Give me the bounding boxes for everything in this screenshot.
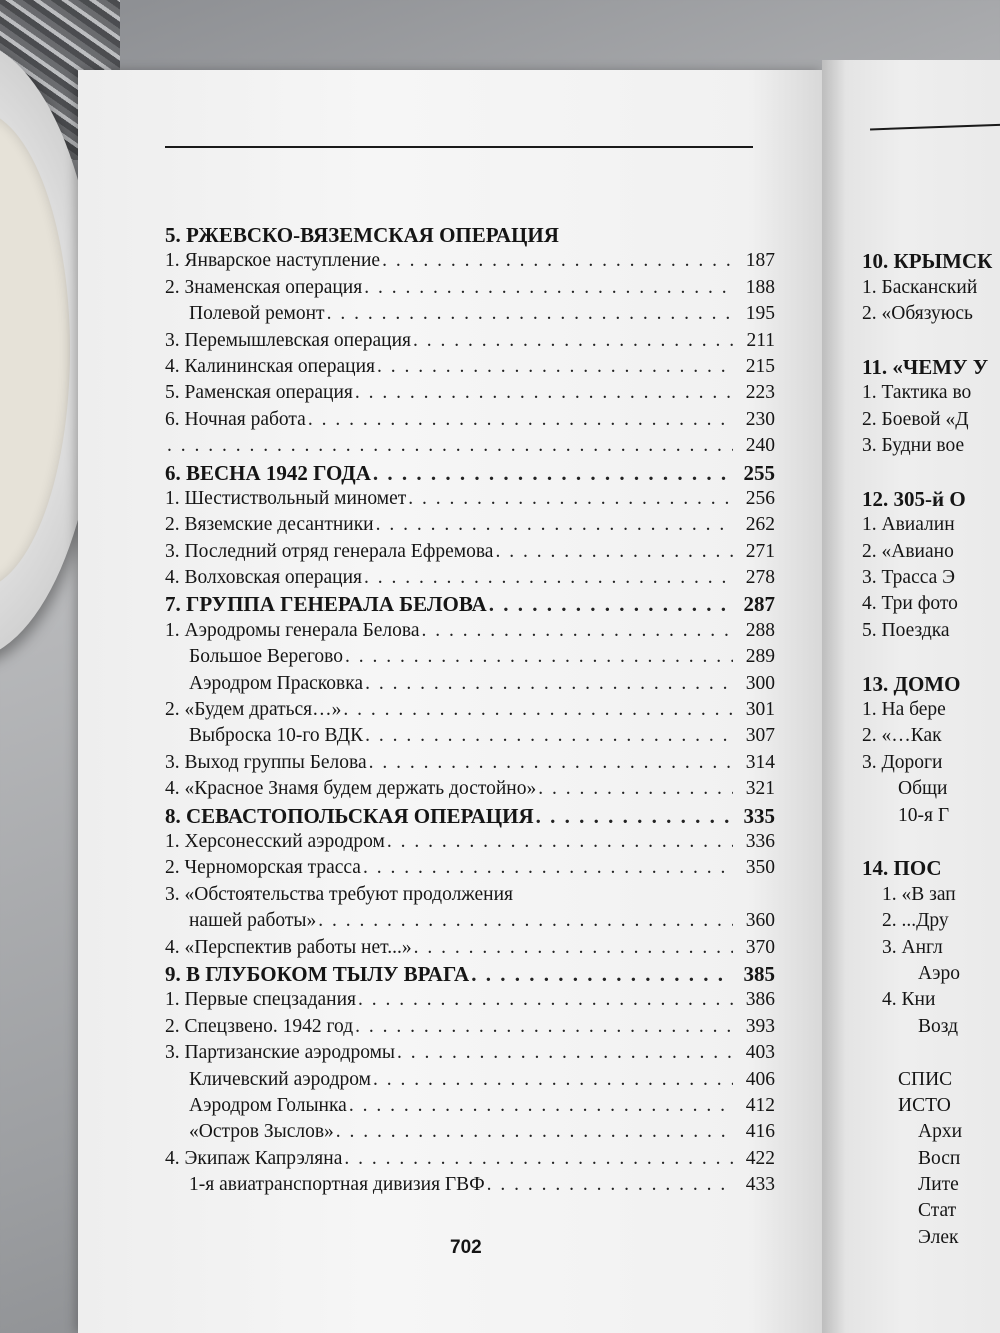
toc-entry-title: 1. Первые спецзадания [165, 989, 357, 1011]
dot-leader [336, 1119, 733, 1145]
dot-leader [364, 275, 733, 301]
dot-leader [365, 723, 733, 749]
dot-leader [414, 935, 733, 961]
toc-entry [165, 433, 775, 459]
toc-entry [165, 618, 775, 644]
dot-leader [489, 591, 733, 617]
toc-entry-title: 4. Калининская операция [165, 355, 375, 377]
toc-entry [165, 1093, 775, 1119]
toc-entry-title: 8. СЕВАСТОПОЛЬСКАЯ ОПЕРАЦИЯ [165, 803, 534, 828]
toc-section-heading [165, 591, 775, 617]
dot-leader [471, 961, 733, 987]
toc-entry [165, 486, 775, 512]
toc-entry-title: 9. В ГЛУБОКОМ ТЫЛУ ВРАГА [165, 961, 470, 986]
toc-entry-title: Кличевский аэродром [189, 1068, 371, 1090]
toc-entry: 2. «Авианo [862, 540, 954, 562]
toc-entry [165, 987, 775, 1013]
dot-leader [344, 1146, 733, 1172]
toc-section-heading: 13. ДОМО [862, 671, 961, 696]
toc-entry: 10-я Г [898, 804, 950, 826]
toc-entry-title: Аэродром Голынка [189, 1094, 347, 1116]
page-number: 702 [450, 1237, 482, 1258]
toc-entry-title: 1. Херсонесский аэродром [165, 830, 385, 852]
dot-leader [377, 354, 733, 380]
toc-entry [165, 1119, 775, 1145]
toc-entry: 1. На бере [862, 699, 946, 721]
toc-entry-title: 4. Волховская операция [165, 567, 362, 589]
table-of-contents-right [862, 222, 1000, 1251]
toc-page-number: 287 [743, 592, 775, 617]
toc-entry-title: 5. Раменская операция [165, 382, 353, 404]
toc-section-heading [165, 803, 775, 829]
toc-entry [862, 460, 1000, 486]
toc-entry-title: 7. ГРУППА ГЕНЕРАЛА БЕЛОВА [165, 592, 487, 617]
dot-leader [369, 750, 733, 776]
toc-entry-title: 2. Знаменская операция [165, 276, 363, 298]
toc-entry-title: 6. Ночная работа [165, 408, 306, 430]
toc-entry [165, 750, 775, 776]
toc-entry: 1. Авиалин [862, 514, 955, 536]
toc-page-number: 386 [745, 989, 775, 1011]
toc-entry [165, 671, 775, 697]
toc-entry [165, 723, 775, 749]
toc-entry [862, 1040, 1000, 1066]
toc-entry-title: 3. Партизанские аэродромы [165, 1042, 396, 1064]
toc-page-number: 403 [745, 1042, 775, 1064]
toc-page-number: 321 [745, 778, 775, 800]
toc-entry: 4. Три фото [862, 593, 958, 615]
dot-leader [345, 644, 733, 670]
dot-leader [495, 539, 733, 565]
toc-entry: Архи [918, 1121, 963, 1143]
toc-entry-title: 2. Вяземские десантники [165, 514, 374, 536]
toc-page-number: 255 [743, 460, 775, 485]
toc-entry-title: 4. «Перспектив работы нет...» [165, 936, 412, 958]
toc-entry [165, 275, 775, 301]
toc-entry: 3. Англ [882, 936, 943, 958]
toc-entry [165, 354, 775, 380]
dot-leader [382, 248, 733, 274]
toc-entry-title: Выброска 10-го ВДК [189, 725, 364, 747]
toc-page-number: 385 [743, 961, 775, 986]
dot-leader [536, 803, 733, 829]
dot-leader [318, 908, 733, 934]
toc-entry-title: 1. Шестиствольный миномет [165, 487, 407, 509]
toc-entry [165, 935, 775, 961]
toc-page-number: 336 [745, 830, 775, 852]
toc-page-number: 271 [745, 540, 775, 562]
dot-leader [487, 1172, 733, 1198]
toc-page-number: 393 [745, 1015, 775, 1037]
toc-entry-title: 3. Перемышлевская операция [165, 329, 411, 351]
dot-leader [397, 1040, 733, 1066]
dot-leader [422, 618, 733, 644]
toc-section-heading: 12. 305-й О [862, 486, 966, 511]
toc-entry: Аэро [918, 962, 960, 984]
toc-entry [165, 248, 775, 274]
dot-leader [413, 328, 733, 354]
toc-entry [165, 829, 775, 855]
toc-entry: 3. Дороги [862, 751, 943, 773]
toc-page-number: 211 [746, 329, 775, 351]
toc-page-number: 256 [745, 487, 775, 509]
toc-entry-title: нашей работы» [189, 910, 317, 932]
toc-page-number: 262 [745, 514, 775, 536]
toc-entry-title: 3. «Обстоятельства требуют продолжения [165, 883, 514, 905]
dot-leader [408, 486, 733, 512]
toc-page-number: 412 [745, 1094, 775, 1116]
dot-leader [376, 512, 733, 538]
toc-page-number: 215 [745, 355, 775, 377]
toc-entry: 5. Поездка [862, 619, 950, 641]
dot-leader [308, 407, 733, 433]
toc-entry: 3. Будни вое [862, 435, 965, 457]
toc-section-heading [165, 961, 775, 987]
toc-entry [165, 539, 775, 565]
toc-page-number: 422 [745, 1147, 775, 1169]
toc-entry-title: 3. Выход группы Белова [165, 751, 367, 773]
toc-entry: Лите [918, 1174, 959, 1196]
toc-page-number: 278 [745, 567, 775, 589]
toc-entry: 1. Тактика во [862, 382, 972, 404]
toc-entry [165, 380, 775, 406]
toc-entry: 2. Боевой «Д [862, 408, 969, 430]
dot-leader [327, 301, 733, 327]
dot-leader [167, 433, 733, 459]
toc-entry [862, 829, 1000, 855]
toc-entry [165, 1146, 775, 1172]
toc-entry-title: 4. Экипаж Капрэляна [165, 1147, 343, 1169]
toc-entry [165, 1014, 775, 1040]
dot-leader [373, 1067, 733, 1093]
toc-entry-title: Полевой ремонт [189, 303, 325, 325]
toc-entry [165, 301, 775, 327]
toc-page-number: 289 [745, 646, 775, 668]
dot-leader [538, 776, 733, 802]
toc-entry [165, 1040, 775, 1066]
toc-entry-title: 1. Аэродромы генерала Белова [165, 619, 420, 641]
toc-page-number: 350 [745, 857, 775, 879]
toc-page-number: 187 [745, 250, 775, 272]
toc-entry [165, 697, 775, 723]
toc-entry: СПИС [898, 1068, 953, 1090]
dot-leader [365, 671, 733, 697]
toc-entry-title: 3. Последний отряд генерала Ефремова [165, 540, 494, 562]
toc-entry-title: 4. «Красное Знамя будем держать достойно» [165, 778, 537, 800]
toc-entry-title: Большое Верегово [189, 646, 344, 668]
toc-entry [165, 644, 775, 670]
dot-leader [355, 1014, 733, 1040]
toc-section-heading [165, 222, 775, 248]
toc-entry [165, 565, 775, 591]
toc-entry: Возд [918, 1015, 959, 1037]
toc-entry-title: 6. ВЕСНА 1942 ГОДА [165, 460, 371, 485]
toc-entry: Общи [898, 778, 948, 800]
toc-entry [165, 908, 775, 934]
toc-entry: ИСТО [898, 1094, 951, 1116]
toc-entry-title: 1. Январское наступление [165, 250, 381, 272]
toc-entry: 2. «…Как [862, 725, 942, 747]
toc-page-number: 370 [745, 936, 775, 958]
toc-entry [862, 222, 1000, 248]
toc-page-number: 195 [745, 303, 775, 325]
toc-entry: Восп [918, 1147, 961, 1169]
toc-page-number: 335 [743, 803, 775, 828]
toc-page-number: 301 [745, 699, 775, 721]
toc-page-number: 433 [745, 1174, 775, 1196]
dot-leader [364, 565, 733, 591]
toc-page-number: 406 [745, 1068, 775, 1090]
toc-entry: 3. Трасса Э [862, 567, 956, 589]
toc-entry: 2. ...Дру [882, 910, 949, 932]
toc-entry-title: 5. РЖЕВСКО-ВЯЗЕМСКАЯ ОПЕРАЦИЯ [165, 223, 559, 247]
toc-page-number: 240 [745, 435, 775, 457]
toc-page-number: 188 [745, 276, 775, 298]
toc-section-heading: 10. КРЫМСК [862, 249, 993, 274]
toc-entry [165, 407, 775, 433]
toc-entry [862, 328, 1000, 354]
toc-entry: 1. «В зап [882, 883, 956, 905]
toc-entry: Стат [918, 1200, 957, 1222]
toc-entry [165, 512, 775, 538]
header-rule-left [165, 146, 753, 148]
toc-entry-title: «Остров Зыслов» [189, 1121, 334, 1143]
dot-leader [358, 987, 733, 1013]
toc-page-number: 288 [745, 619, 775, 641]
toc-entry [165, 328, 775, 354]
toc-entry [165, 776, 775, 802]
toc-section-heading [165, 460, 775, 486]
toc-section-heading: 11. «ЧЕМУ У [862, 354, 989, 379]
toc-page-number: 314 [745, 751, 775, 773]
toc-page-number: 360 [745, 910, 775, 932]
toc-entry-title: 1-я авиатранспортная дивизия ГВФ [189, 1174, 485, 1196]
toc-entry [165, 855, 775, 881]
toc-entry: 4. Кни [882, 989, 936, 1011]
toc-entry [165, 1067, 775, 1093]
toc-entry-title: 2. Черноморская трасса [165, 857, 361, 879]
dot-leader [349, 1093, 733, 1119]
toc-entry: Элек [918, 1226, 959, 1248]
toc-page-number: 230 [745, 408, 775, 430]
toc-page-number: 300 [745, 672, 775, 694]
toc-page-number: 307 [745, 725, 775, 747]
dot-leader [343, 697, 733, 723]
dot-leader [363, 855, 733, 881]
toc-section-heading: 14. ПОС [862, 856, 942, 881]
toc-entry: 1. Басканский [862, 276, 978, 298]
dot-leader [373, 460, 733, 486]
toc-page-number: 223 [745, 382, 775, 404]
toc-entry: 2. «Обязуюсь [862, 303, 973, 325]
dot-leader [387, 829, 733, 855]
toc-page-number: 416 [745, 1121, 775, 1143]
toc-entry [165, 882, 775, 908]
toc-entry [165, 1172, 775, 1198]
table-of-contents-left [165, 222, 775, 1198]
dot-leader [355, 380, 733, 406]
toc-entry [862, 644, 1000, 670]
toc-entry-title: 2. Спецзвено. 1942 год [165, 1015, 354, 1037]
toc-entry-title: 2. «Будем драться…» [165, 699, 342, 721]
toc-entry-title: Аэродром Прасковка [189, 672, 364, 694]
